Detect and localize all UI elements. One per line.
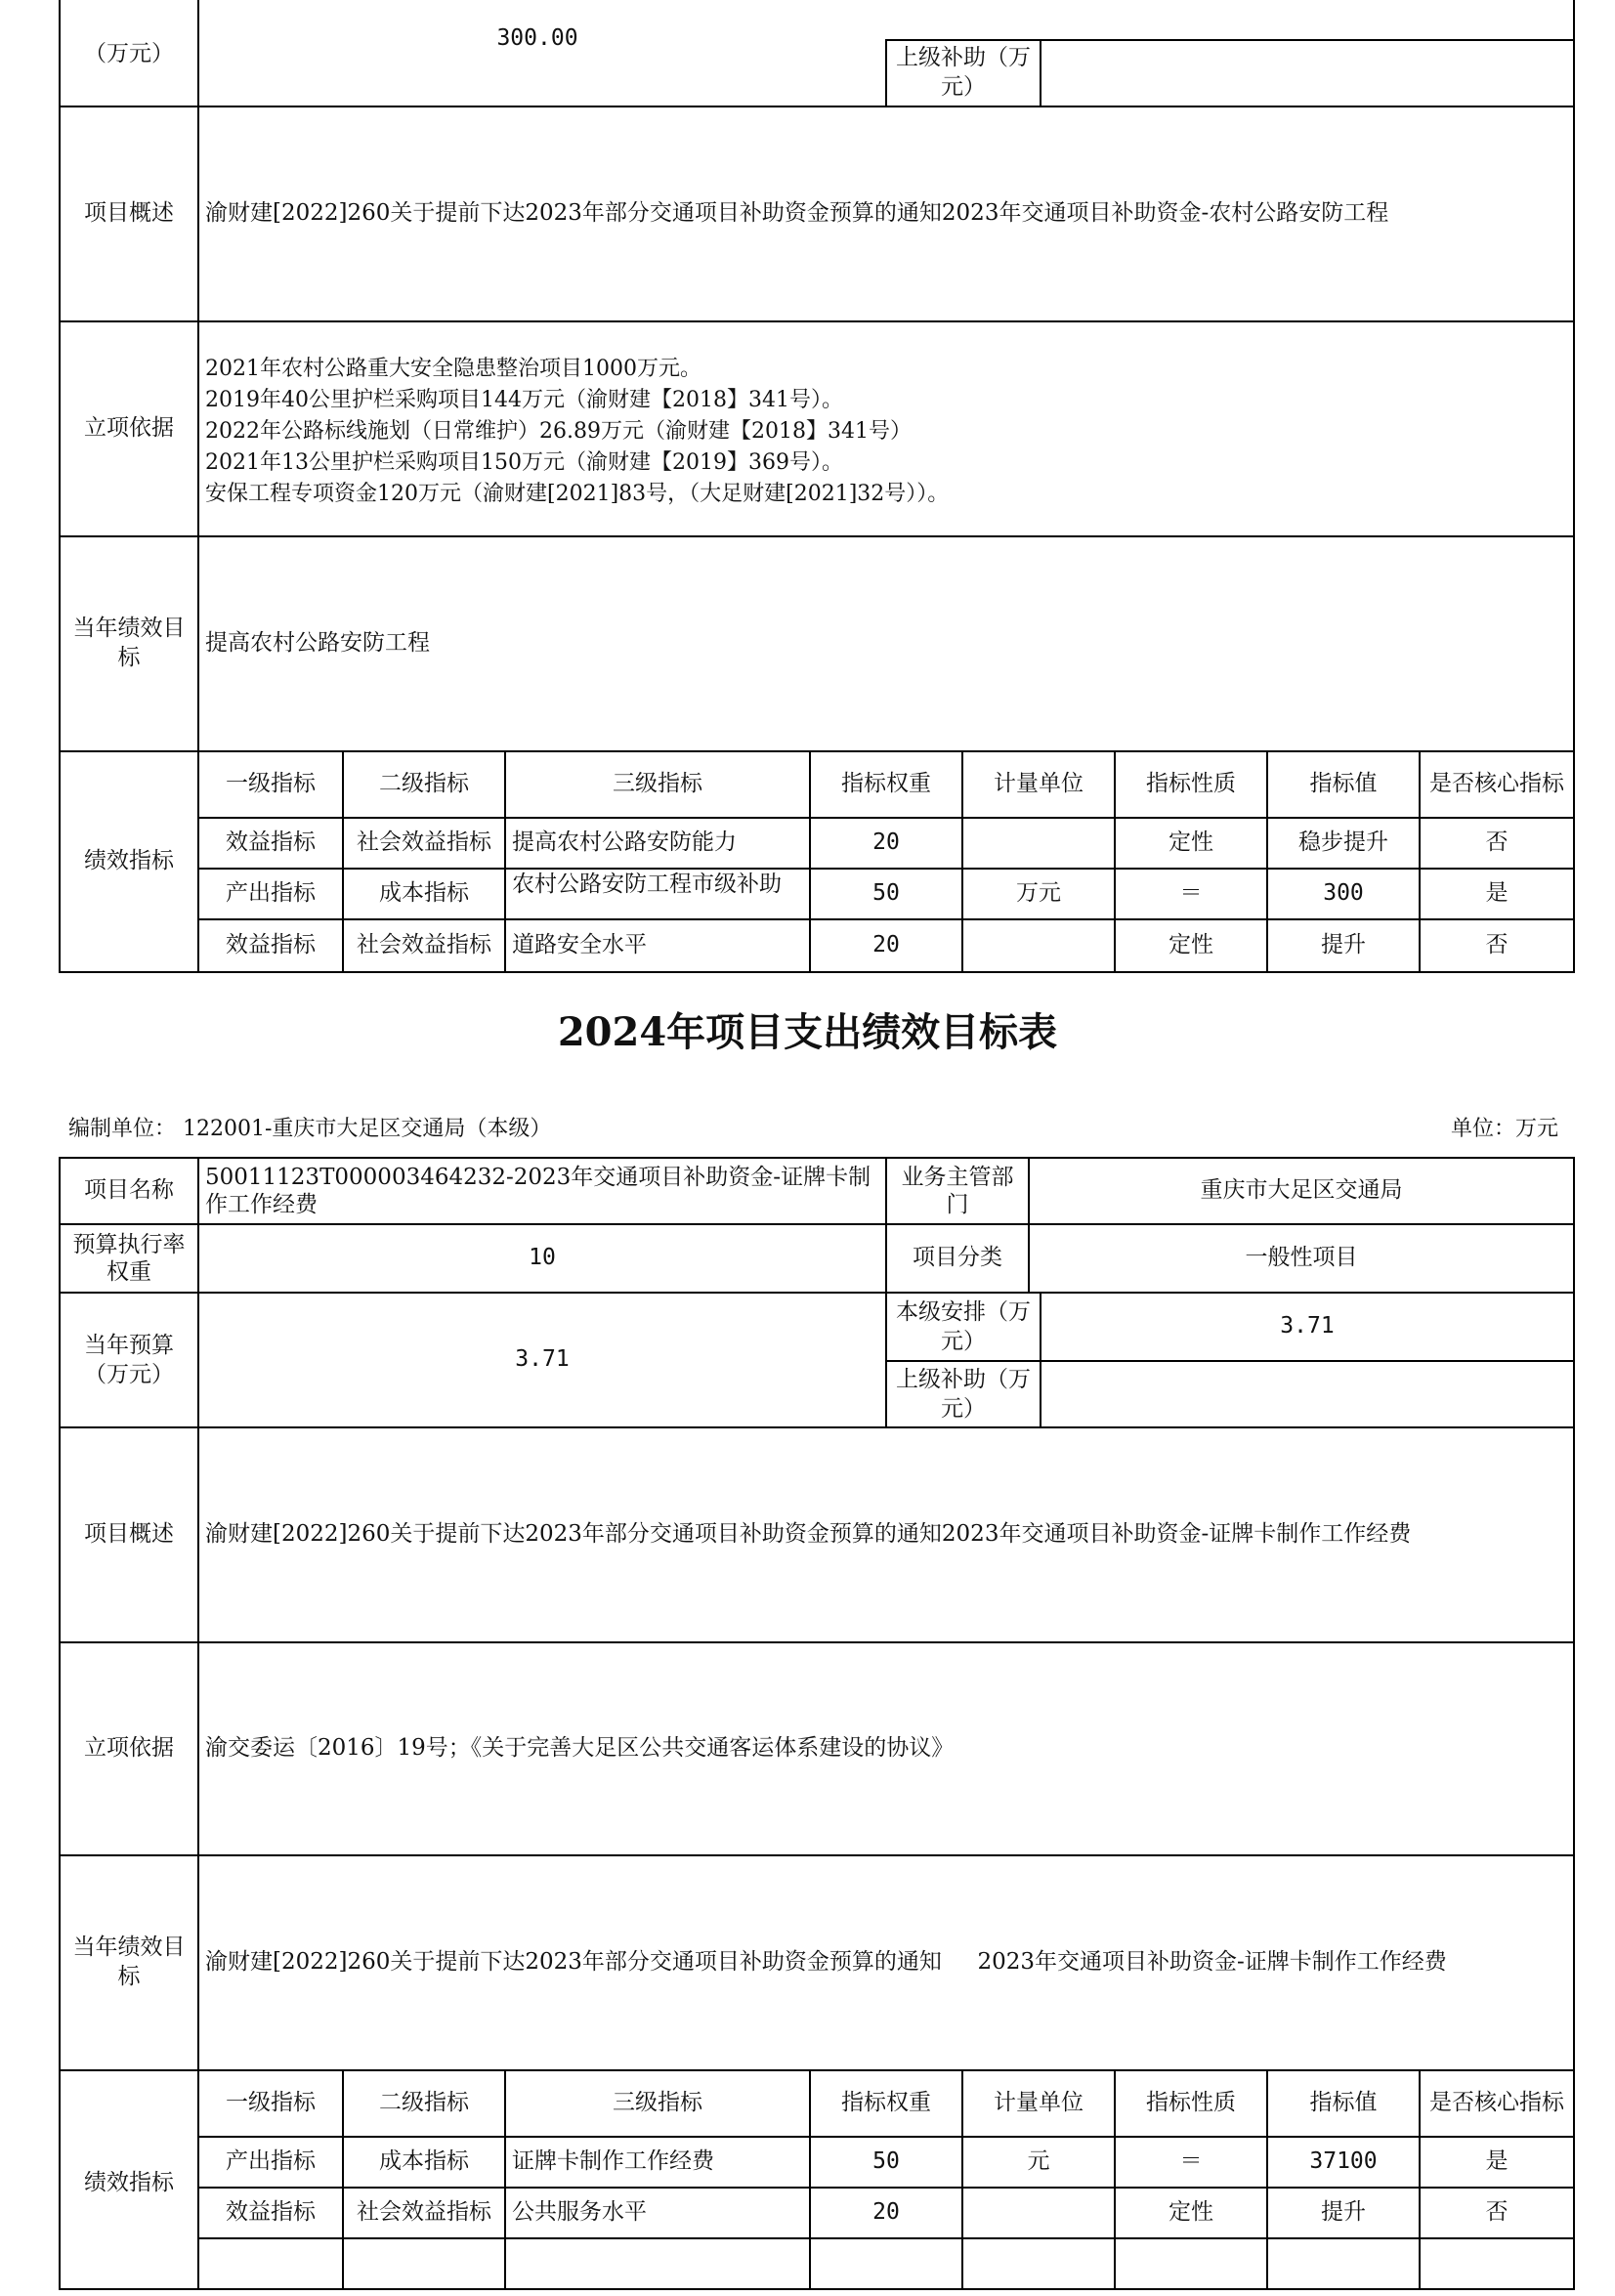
table-cell: 提升 xyxy=(1321,932,1366,958)
rate-label: 预算执行率权重 xyxy=(72,1232,186,1285)
header-nature: 指标性质 xyxy=(1146,771,1236,797)
table-cell: 20 xyxy=(872,829,900,856)
table-cell: 社会效益指标 xyxy=(357,2199,491,2226)
table-cell: 定性 xyxy=(1169,829,1213,856)
overview-label: 项目概述 xyxy=(84,1521,174,1548)
basis-text xyxy=(205,354,1563,510)
project-name-value: 50011123T000003464232-2023年交通项目补助资金-证牌卡制作工作经费 xyxy=(205,1165,871,1217)
category-label: 项目分类 xyxy=(913,1245,1002,1271)
table-cell: ＝ xyxy=(1179,880,1203,907)
table-cell: 定性 xyxy=(1169,2199,1213,2226)
header-level1: 一级指标 xyxy=(226,771,316,797)
basis-label: 立项依据 xyxy=(84,415,174,442)
basis-line: 安保工程专项资金120万元（渝财建[2021]83号，（大足财建[2021]32号））。 xyxy=(205,482,950,506)
dept-value: 重庆市大足区交通局 xyxy=(1200,1177,1403,1204)
header-unit: 计量单位 xyxy=(994,771,1084,797)
header-level1: 一级指标 xyxy=(226,2090,316,2116)
header-unit: 计量单位 xyxy=(994,2090,1084,2116)
table-cell: 否 xyxy=(1485,2199,1509,2226)
table-cell: 社会效益指标 xyxy=(357,932,491,958)
category-value: 一般性项目 xyxy=(1245,1245,1358,1271)
basis-line: 2019年40公里护栏采购项目144万元（渝财建【2018】341号）。 xyxy=(205,388,843,412)
table1-divider xyxy=(59,320,1575,322)
table-cell: 300 xyxy=(1323,880,1364,907)
superior-subsidy-label: 上级补助（万元） xyxy=(896,45,1031,100)
unit-label: 单位：万元 xyxy=(1450,1117,1558,1141)
header-value: 指标值 xyxy=(1309,771,1378,797)
header-level2: 二级指标 xyxy=(379,771,469,797)
table-cell: 社会效益指标 xyxy=(357,829,491,856)
header-weight: 指标权重 xyxy=(841,2090,931,2116)
header-level3: 三级指标 xyxy=(613,771,702,797)
basis-label: 立项依据 xyxy=(84,1735,174,1762)
table-cell: 公共服务水平 xyxy=(512,2199,647,2226)
table-cell xyxy=(963,920,1114,971)
page-title: 2024年项目支出绩效目标表 xyxy=(557,1009,1058,1055)
table-cell: 否 xyxy=(1485,829,1509,856)
dept-label: 业务主管部门 xyxy=(901,1165,1014,1217)
table-cell: 提升 xyxy=(1321,2199,1366,2226)
overview-label: 项目概述 xyxy=(84,200,174,227)
goal-label: 当年绩效目标 xyxy=(72,1935,186,1989)
table-cell: 50 xyxy=(872,2148,900,2175)
table-cell: 效益指标 xyxy=(226,2199,316,2226)
superior-label: 上级补助（万元） xyxy=(896,1367,1031,1422)
budget-label: 当年预算（万元） xyxy=(84,1333,174,1387)
grid-line xyxy=(197,2237,1575,2239)
perf-label: 绩效指标 xyxy=(84,2170,174,2196)
table-cell: 万元 xyxy=(1016,880,1061,907)
budget-unit-label: （万元） xyxy=(84,41,174,67)
overview-text: 渝财建[2022]260关于提前下达2023年部分交通项目补助资金预算的通知2023年交通项目补助资金-农村公路安防工程 xyxy=(205,200,1389,227)
table-cell: 产出指标 xyxy=(226,880,316,907)
table-cell: ＝ xyxy=(1179,2148,1203,2175)
project-name-label: 项目名称 xyxy=(84,1177,174,1204)
header-nature: 指标性质 xyxy=(1146,2090,1236,2116)
table-cell: 农村公路安防工程市级补助 xyxy=(512,872,782,897)
table-cell: 50 xyxy=(872,880,900,907)
header-level2: 二级指标 xyxy=(379,2090,469,2116)
table-cell: 证牌卡制作工作经费 xyxy=(512,2148,714,2175)
basis-line: 2022年公路标线施划（日常维护）26.89万元（渝财建【2018】341号） xyxy=(205,419,912,444)
table-cell: 成本指标 xyxy=(379,2148,469,2175)
header-weight: 指标权重 xyxy=(841,771,931,797)
table-cell: 20 xyxy=(872,2199,900,2226)
rate-value: 10 xyxy=(529,1245,556,1271)
local-label: 本级安排（万元） xyxy=(896,1299,1031,1354)
overview-text: 渝财建[2022]260关于提前下达2023年部分交通项目补助资金预算的通知2023年交通项目补助资金-证牌卡制作工作经费 xyxy=(205,1521,1412,1548)
goal-text: 渝财建[2022]260关于提前下达2023年部分交通项目补助资金预算的通知 2023年交通项目补助资金-证牌卡制作工作经费 xyxy=(205,1949,1447,1976)
table-cell: 否 xyxy=(1485,932,1509,958)
table-cell: 稳步提升 xyxy=(1298,829,1388,856)
table-cell: 元 xyxy=(1027,2148,1050,2175)
basis-line: 2021年农村公路重大安全隐患整治项目1000万元。 xyxy=(205,357,701,381)
table-cell xyxy=(963,2189,1114,2237)
header-value: 指标值 xyxy=(1309,2090,1378,2116)
table-cell: 提高农村公路安防能力 xyxy=(512,829,737,856)
header-core: 是否核心指标 xyxy=(1429,771,1564,797)
table-cell: 道路安全水平 xyxy=(512,932,647,958)
table-cell: 是 xyxy=(1485,2148,1509,2175)
goal-text: 提高农村公路安防工程 xyxy=(205,630,430,657)
budget-value: 300.00 xyxy=(496,25,578,52)
goal-label: 当年绩效目标 xyxy=(72,616,186,670)
table-cell: 效益指标 xyxy=(226,932,316,958)
perf-label: 绩效指标 xyxy=(84,848,174,874)
table-cell: 37100 xyxy=(1309,2148,1378,2175)
table-cell: 是 xyxy=(1485,880,1509,907)
table-cell: 成本指标 xyxy=(379,880,469,907)
header-level3: 三级指标 xyxy=(613,2090,702,2116)
local-value: 3.71 xyxy=(1280,1313,1335,1339)
superior-value xyxy=(1041,1362,1573,1426)
compile-unit: 编制单位： 122001-重庆市大足区交通局（本级） xyxy=(68,1117,552,1141)
basis-line: 2021年13公里护栏采购项目150万元（渝财建【2019】369号）。 xyxy=(205,450,843,475)
table-cell: 效益指标 xyxy=(226,829,316,856)
table-cell: 20 xyxy=(872,932,900,958)
header-core: 是否核心指标 xyxy=(1429,2090,1564,2116)
basis-text: 渝交委运〔2016〕19号；《关于完善大足区公共交通客运体系建设的协议》 xyxy=(205,1735,955,1762)
table-cell: 产出指标 xyxy=(226,2148,316,2175)
table1-divider xyxy=(1040,39,1041,106)
table-cell xyxy=(963,819,1114,868)
budget-value: 3.71 xyxy=(515,1346,570,1373)
table-cell: 定性 xyxy=(1169,932,1213,958)
